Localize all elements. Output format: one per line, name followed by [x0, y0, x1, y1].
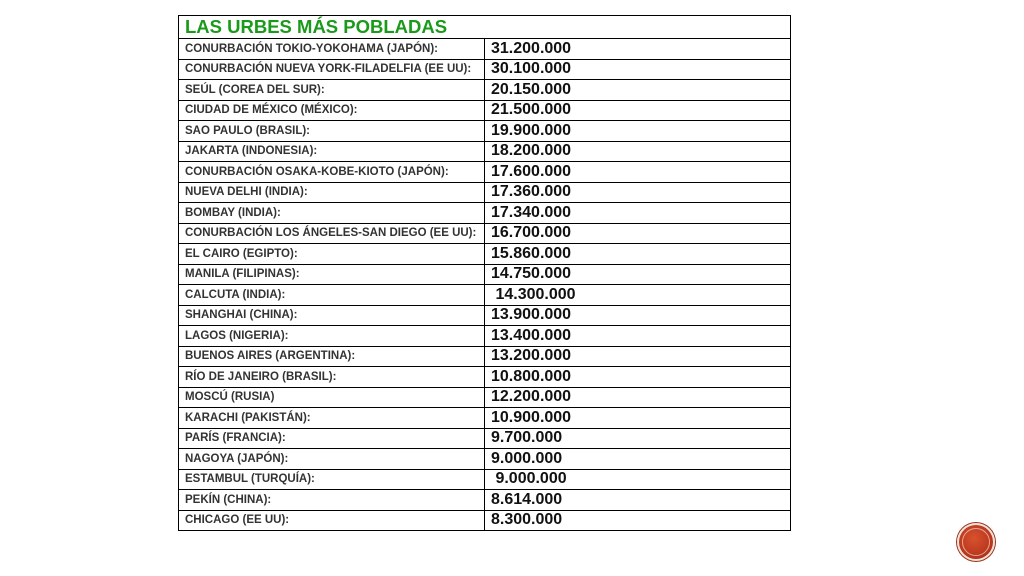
city-name: KARACHI (PAKISTÁN):	[179, 408, 485, 429]
population-value: 8.300.000	[485, 510, 791, 531]
city-name: ESTAMBUL (TURQUÍA):	[179, 469, 485, 490]
population-value: 17.340.000	[485, 203, 791, 224]
population-value: 10.900.000	[485, 408, 791, 429]
table-row	[179, 80, 791, 101]
city-name: LAGOS (NIGERIA):	[179, 326, 485, 347]
table-row	[179, 367, 791, 388]
city-name: NAGOYA (JAPÓN):	[179, 449, 485, 470]
population-value: 30.100.000	[485, 59, 791, 80]
table-row	[179, 100, 791, 121]
population-value: 8.614.000	[485, 490, 791, 511]
table-row	[179, 305, 791, 326]
city-name: NUEVA DELHI (INDIA):	[179, 182, 485, 203]
table-row	[179, 449, 791, 470]
table-row	[179, 490, 791, 511]
table-row	[179, 59, 791, 80]
population-value: 9.700.000	[485, 428, 791, 449]
table-row	[179, 223, 791, 244]
table-row	[179, 408, 791, 429]
city-name: MOSCÚ (RUSIA)	[179, 387, 485, 408]
city-name: SHANGHAI (CHINA):	[179, 305, 485, 326]
table-row	[179, 469, 791, 490]
city-name: CONURBACIÓN OSAKA-KOBE-KIOTO (JAPÓN):	[179, 162, 485, 183]
population-value: 15.860.000	[485, 244, 791, 265]
population-value: 13.200.000	[485, 346, 791, 367]
population-value: 10.800.000	[485, 367, 791, 388]
population-value: 16.700.000	[485, 223, 791, 244]
city-name: JAKARTA (INDONESIA):	[179, 141, 485, 162]
city-name: CIUDAD DE MÉXICO (MÉXICO):	[179, 100, 485, 121]
city-name: BOMBAY (INDIA):	[179, 203, 485, 224]
population-value: 14.300.000	[485, 285, 791, 306]
table-row	[179, 510, 791, 531]
population-value: 20.150.000	[485, 80, 791, 101]
table-title: LAS URBES MÁS POBLADAS	[179, 16, 791, 39]
table-row	[179, 203, 791, 224]
city-name: CONURBACIÓN NUEVA YORK-FILADELFIA (EE UU):	[179, 59, 485, 80]
city-name: SEÚL (COREA DEL SUR):	[179, 80, 485, 101]
population-value: 17.600.000	[485, 162, 791, 183]
table-row	[179, 326, 791, 347]
population-value: 12.200.000	[485, 387, 791, 408]
city-name: PARÍS (FRANCIA):	[179, 428, 485, 449]
table-row	[179, 285, 791, 306]
population-value: 17.360.000	[485, 182, 791, 203]
table-row	[179, 244, 791, 265]
city-name: MANILA (FILIPINAS):	[179, 264, 485, 285]
city-name: RÍO DE JANEIRO (BRASIL):	[179, 367, 485, 388]
table-title-row	[179, 16, 791, 39]
table-row	[179, 39, 791, 60]
population-value: 31.200.000	[485, 39, 791, 60]
population-value: 18.200.000	[485, 141, 791, 162]
table-row	[179, 346, 791, 367]
city-name: BUENOS AIRES (ARGENTINA):	[179, 346, 485, 367]
table-row	[179, 141, 791, 162]
population-value: 19.900.000	[485, 121, 791, 142]
population-value: 9.000.000	[485, 469, 791, 490]
city-name: PEKÍN (CHINA):	[179, 490, 485, 511]
population-value: 13.400.000	[485, 326, 791, 347]
table-row	[179, 428, 791, 449]
population-table	[178, 15, 791, 531]
table-row	[179, 387, 791, 408]
next-slide-button[interactable]	[957, 523, 995, 561]
city-name: CALCUTA (INDIA):	[179, 285, 485, 306]
city-name: EL CAIRO (EGIPTO):	[179, 244, 485, 265]
table-row	[179, 264, 791, 285]
population-value: 14.750.000	[485, 264, 791, 285]
city-name: CONURBACIÓN TOKIO-YOKOHAMA (JAPÓN):	[179, 39, 485, 60]
table-row	[179, 162, 791, 183]
population-value: 21.500.000	[485, 100, 791, 121]
city-name: CHICAGO (EE UU):	[179, 510, 485, 531]
population-value: 9.000.000	[485, 449, 791, 470]
table-row	[179, 182, 791, 203]
city-name: SAO PAULO (BRASIL):	[179, 121, 485, 142]
population-value: 13.900.000	[485, 305, 791, 326]
city-name: CONURBACIÓN LOS ÁNGELES-SAN DIEGO (EE UU):	[179, 223, 485, 244]
table-row	[179, 121, 791, 142]
